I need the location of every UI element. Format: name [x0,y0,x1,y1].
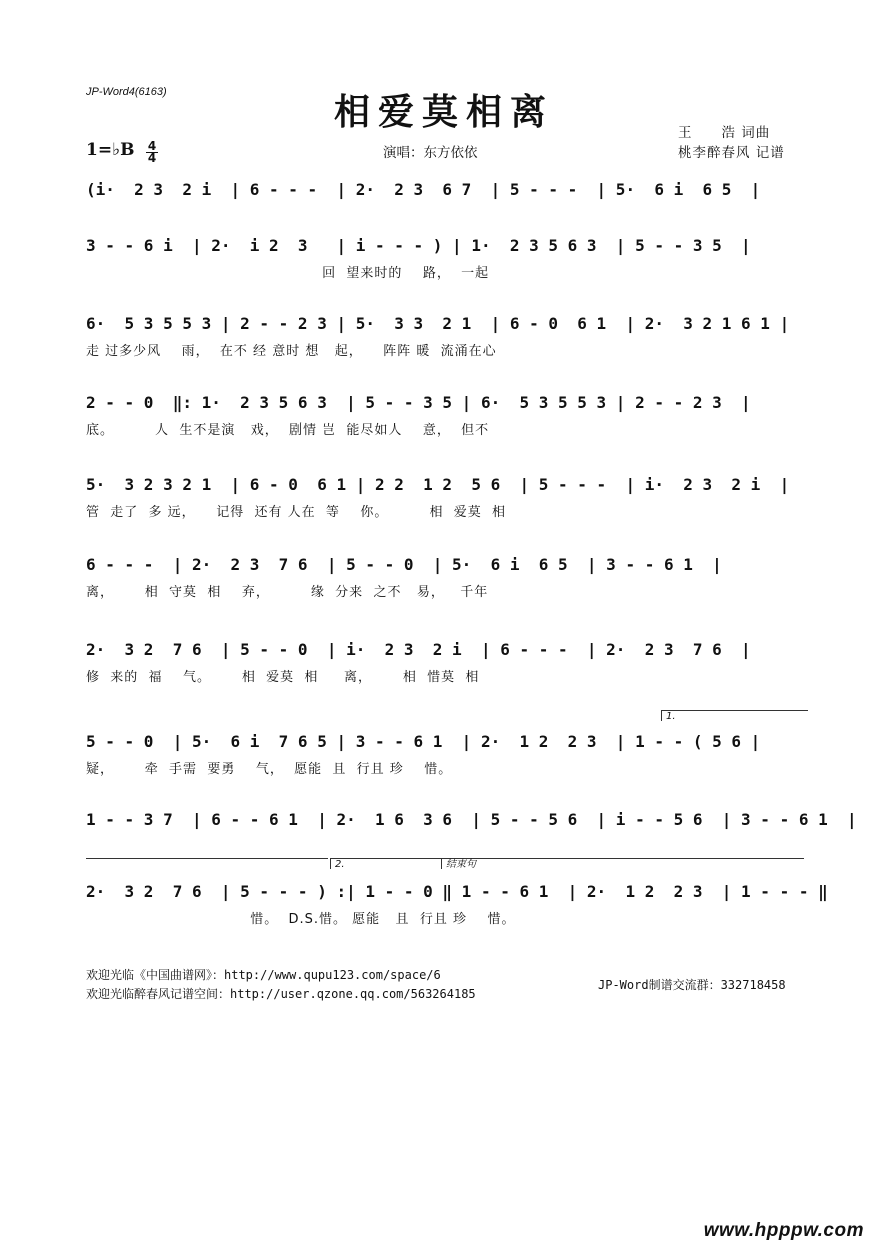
notation-line: 1 - - 3 7 | 6 - - 6 1 | 2· 1 6 3 6 | 5 - - 5 6 | i - - 5 6 | 3 - - 6 1 | [86,810,857,829]
time-signature-bottom: 4 [147,151,157,165]
source-tag: JP-Word4(6163) [86,86,167,98]
volta-coda: 结束句 [441,858,804,869]
time-signature [145,141,159,164]
score-system-1 [86,178,810,228]
lyric-line [86,838,810,858]
notation-line: (i· 2 3 2 i | 6 - - - | 2· 2 3 6 7 | 5 - - - | 5· 6 i 6 5 | [86,180,761,199]
lyric-line: 底。 人 生不是演 戏， 剧情 岂 能尽如人 意， 但不 [86,423,490,438]
lyric-line: 管 走了 多 远， 记得 还有 人在 等 你。 相 爱莫 相 [86,505,506,520]
notation-line: 2· 3 2 7 6 | 5 - - - ) :| 1 - - 0 ‖ 1 - - 6 1 | 2· 1 2 2 3 | 1 - - - ‖ [86,882,828,901]
key-signature: 1=♭B [86,140,135,160]
notation-line: 6 - - - | 2· 2 3 7 6 | 5 - - 0 | 5· 6 i 6 5 | 3 - - 6 1 | [86,555,722,574]
score-system-3 [86,312,810,362]
footer-link-qzone[interactable]: 欢迎光临醉春风记谱空间：http://user.qzone.qq.com/563264185 [86,987,476,1001]
notation-line: 2· 3 2 7 6 | 5 - - 0 | i· 2 3 2 i | 6 - - - | 2· 2 3 7 6 | [86,640,751,659]
footer-group-number: JP-Word制谱交流群：332718458 [598,978,786,992]
score-system-4 [86,391,810,441]
lyric-line [86,208,810,228]
lyric-line: 回 望来时的 路， 一起 [86,266,490,281]
score-system-7 [86,638,810,688]
notation-line: 2 - - 0 ‖: 1· 2 3 5 6 3 | 5 - - 3 5 | 6· 5 3 5 5 3 | 2 - - 2 3 | [86,393,751,412]
volta-first-ending: 1. [661,710,808,721]
watermark: www.hpppw.com [703,1220,864,1241]
lyric-line: 惜。 D.S.惜。 愿能 且 行且 珍 惜。 [86,912,516,927]
lyric-line: 疑， 牵 手需 要勇 气， 愿能 且 行且 珍 惜。 [86,762,453,777]
score-system-2 [86,234,810,284]
lyric-line: 走 过多少风 雨， 在不 经 意时 想 起， 阵阵 暖 流涌在心 [86,344,497,359]
score-system-9 [86,808,857,858]
lyricist-composer-credit: 王 浩 词曲 [678,125,771,141]
footer-link-qupu[interactable]: 欢迎光临《中国曲谱网》：http://www.qupu123.com/space/6 [86,968,441,982]
notation-line: 5 - - 0 | 5· 6 i 7 6 5 | 3 - - 6 1 | 2· 1 2 2 3 | 1 - - ( 5 6 | [86,732,761,751]
volta-line-main [86,858,328,859]
lyric-line: 修 来的 福 气。 相 爱莫 相 离， 相 惜莫 相 [86,670,480,685]
score-system-8 [86,730,810,780]
transcriber-credit: 桃李醉春风 记谱 [678,145,785,161]
score-system-6 [86,553,810,603]
volta-second-ending: 2. [330,858,443,869]
lyric-line: 离， 相 守莫 相 弃， 缘 分来 之不 易， 千年 [86,585,489,600]
score-system-5 [86,473,810,523]
singer-credit: 演唱：东方依依 [383,145,478,161]
song-title: 相爱莫相离 [333,91,554,133]
time-signature-top: 4 [147,139,157,153]
notation-line: 6· 5 3 5 5 3 | 2 - - 2 3 | 5· 3 3 2 1 | 6 - 0 6 1 | 2· 3 2 1 6 1 | [86,314,790,333]
score-system-10 [86,880,828,930]
notation-line: 3 - - 6 i | 2· i 2 3 | i - - - ) | 1· 2 3 5 6 3 | 5 - - 3 5 | [86,236,751,255]
notation-line: 5· 3 2 3 2 1 | 6 - 0 6 1 | 2 2 1 2 5 6 | 5 - - - | i· 2 3 2 i | [86,475,790,494]
